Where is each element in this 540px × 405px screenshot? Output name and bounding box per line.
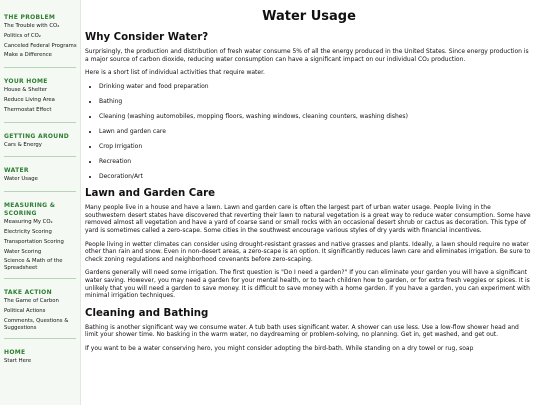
nav-section-the-problem <box>0 14 80 61</box>
main-content <box>85 0 533 405</box>
section-divider <box>4 156 76 157</box>
list-item: • Lawn and garden care <box>99 128 533 136</box>
nav-link-water-usage[interactable]: Water Usage <box>4 176 38 183</box>
list-item: • Decoration/Art <box>99 173 533 181</box>
nav-link-transportation-scoring[interactable]: Transportation Scoring <box>4 238 64 245</box>
nav-section-title: MEASURING & SCORING <box>4 202 56 218</box>
section-divider <box>4 67 76 68</box>
nav-section-your-home <box>0 78 80 115</box>
nav-link-cars-energy[interactable]: Cars & Energy <box>4 141 42 148</box>
activities-list <box>85 83 533 181</box>
nav-link-measuring-my-co2[interactable]: Measuring My CO₂ <box>4 219 53 226</box>
list-item: • Cleaning (washing automobiles, mopping floors, washing windows, cleaning counters, washing dishes) <box>99 113 533 121</box>
paragraph: Gardens generally will need some irrigation. The first question is "Do I need a garden?" If you can eliminate your garden you will have a significant water saving. However, you may need a garden for your mental health, or to teach children how to garden, or for extra fresh veggies or spices. It is unlikely that you will need a garden to save money. It is difficult to save money with a home garden. If you have a garden, you can experiment with minimal irrigation techniques. <box>85 269 530 300</box>
nav-section-water <box>0 167 80 185</box>
nav-section-take-action <box>0 289 80 332</box>
nav-section-title: THE PROBLEM <box>4 14 56 21</box>
list-item: • Drinking water and food preparation <box>99 83 533 91</box>
nav-section-title: YOUR HOME <box>4 78 48 86</box>
section-divider <box>4 122 76 123</box>
nav-section-title: TAKE ACTION <box>4 289 52 297</box>
section-heading-why-consider-water: Why Consider Water? <box>85 32 209 43</box>
page-title: Water Usage <box>262 9 356 24</box>
nav-link-canceled-federal-programs[interactable]: Canceled Federal Programs <box>4 42 77 49</box>
nav-link-start-here[interactable]: Start Here <box>4 357 32 364</box>
nav-link-reduce-living-area[interactable]: Reduce Living Area <box>4 96 55 103</box>
list-item: • Bathing <box>99 98 533 106</box>
nav-link-water-scoring[interactable]: Water Scoring <box>4 248 42 255</box>
nav-link-thermostat-effect[interactable]: Thermostat Effect <box>4 106 52 113</box>
nav-section-home <box>0 349 80 367</box>
nav-link-house-shelter[interactable]: House & Shelter <box>4 87 48 94</box>
list-item: • Crop Irrigation <box>99 143 533 151</box>
paragraph: People living in wetter climates can consider using drought-resistant grasses and native grasses and plants. Ideally, a lawn should require no water other than rain and snow. Even in non-desert areas, a zero-scape is an option. It significantly reduces lawn care and eliminates irrigation. Be sure to check zoning regulations and neighborhood covenants before zero-scaping. <box>85 240 531 263</box>
nav-section-measuring-scoring <box>0 202 80 272</box>
nav-link-game-of-carbon[interactable]: The Game of Carbon <box>4 298 59 305</box>
nav-link-comments-questions-suggestions[interactable]: Comments, Questions & Suggestions <box>4 317 69 331</box>
paragraph: If you want to be a water conserving hero, you might consider adopting the bird-bath. While standing on a dry towel or rug, soap <box>85 345 474 352</box>
nav-section-title: HOME <box>4 348 26 356</box>
paragraph: Bathing is another significant way we consume water. A tub bath uses significant water. A shower can use less. Use a low-flow shower head and limit your shower time. No basking in the warm water, no daydreaming or problem-solving, no planning. Get in, get washed, and get out. <box>85 323 519 339</box>
nav-link-politics-of-co2[interactable]: Politics of CO₂ <box>4 32 41 39</box>
section-heading-cleaning-bathing: Cleaning and Bathing <box>85 307 209 319</box>
section-divider <box>4 338 76 339</box>
nav-link-electricity-scoring[interactable]: Electricity Scoring <box>4 228 52 235</box>
nav-link-political-actions[interactable]: Political Actions <box>4 308 46 315</box>
nav-section-title: WATER <box>4 167 29 175</box>
paragraph: Many people live in a house and have a lawn. Lawn and garden care is often the largest part of urban water usage. People living in the southwestern desert states have discovered that reverting their lawn to natural vegetation is a great way to reduce water consumption. Some have removed almost all vegetation and have a yard of coarse sand or small rocks with an occasional desert shrub or cactus as decoration. This type of yard is sometimes called a zero-scape. Some cities in the southwest encourage various styles of dry yards with financial incentives. <box>85 204 531 235</box>
nav-link-trouble-with-co2[interactable]: The Trouble with CO₂ <box>4 23 60 29</box>
section-heading-lawn-garden-care: Lawn and Garden Care <box>85 188 216 200</box>
nav-section-getting-around <box>0 133 80 151</box>
paragraph: Here is a short list of individual activities that require water. <box>85 69 265 77</box>
list-item: • Recreation <box>99 158 533 166</box>
sidebar-nav <box>0 0 81 405</box>
nav-section-title: GETTING AROUND <box>4 132 70 140</box>
section-divider <box>4 278 76 279</box>
nav-link-science-math-spreadsheet[interactable]: Science & Math of the Spreadsheet <box>4 258 63 272</box>
paragraph: Surprisingly, the production and distribution of fresh water consume 5% of all the energy produced in the United States. Since energy production is a major source of carbon dioxide, reducing water consumption can have a significant impact on our individual CO₂ production. <box>85 48 529 63</box>
nav-link-make-a-difference[interactable]: Make a Difference <box>4 52 52 59</box>
section-divider <box>4 191 76 192</box>
